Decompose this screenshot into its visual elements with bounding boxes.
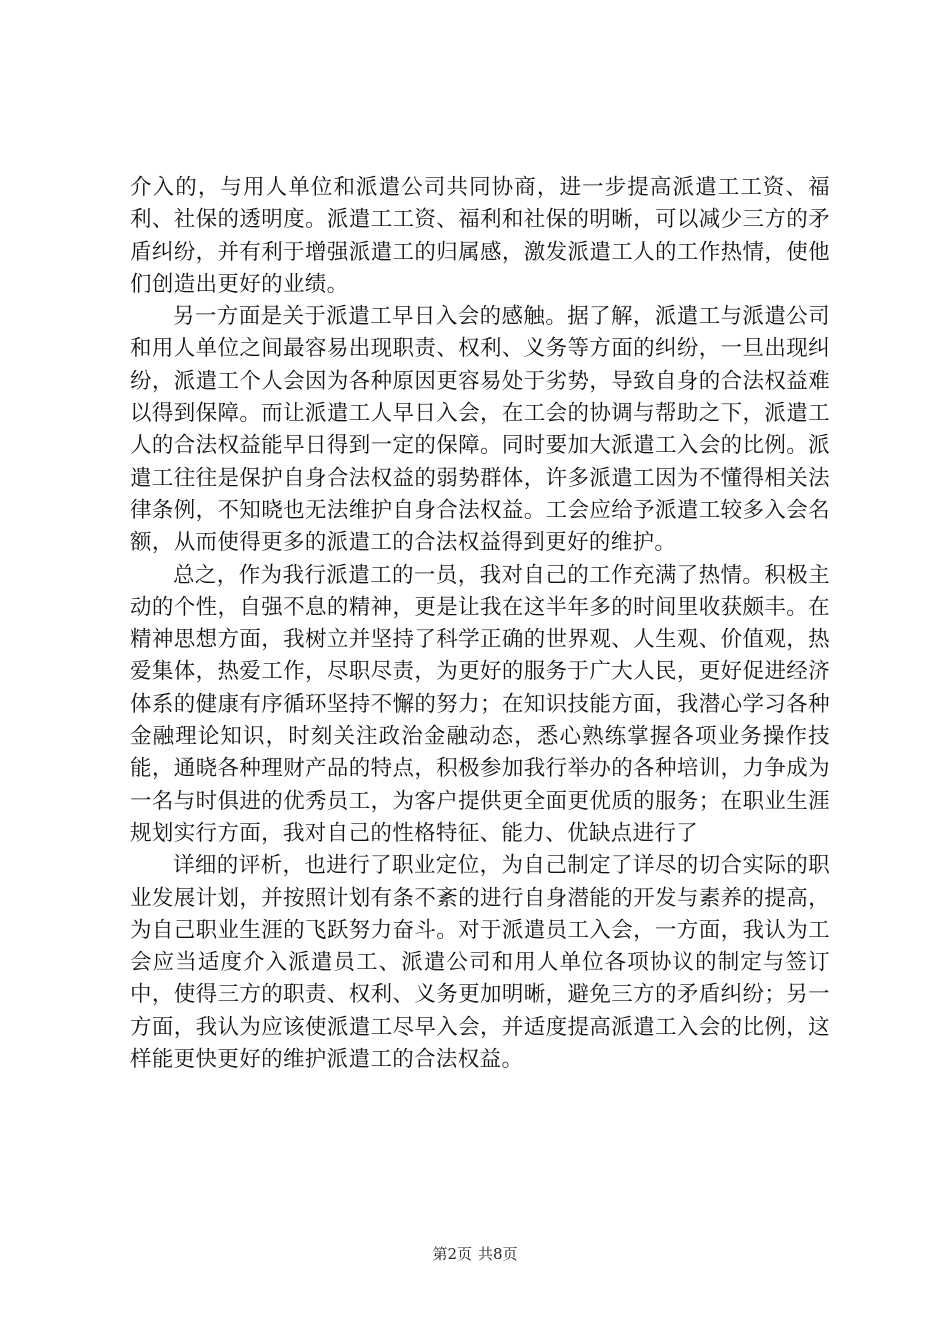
document-body <box>130 172 830 1076</box>
paragraph-2: 另一方面是关于派遣工早日入会的感触。据了解，派遣工与派遣公司和用人单位之间最容易出现职责、权利、义务等方面的纠纷，一旦出现纠纷，派遣工个人会因为各种原因更容易处于劣势，导致自身的合法权益难以得到保障。而让派遣工人早日入会，在工会的协调与帮助之下，派遣工人的合法权益能早日得到一定的保障。同时要加大派遣工入会的比例。派遣工往往是保护自身合法权益的弱势群体，许多派遣工因为不懂得相关法律条例，不知晓也无法维护自身合法权益。工会应给予派遣工较多入会名额，从而使得更多的派遣工的合法权益得到更好的维护。 <box>130 304 830 556</box>
page-total: 共8页 <box>478 1245 518 1263</box>
paragraph-4: 详细的评析，也进行了职业定位，为自己制定了详尽的切合实际的职业发展计划，并按照计划有条不紊的进行自身潜能的开发与素养的提高，为自己职业生涯的飞跃努力奋斗。对于派遣员工入会，一方面，我认为工会应当适度介入派遣员工、派遣公司和用人单位各项协议的制定与签订中，使得三方的职责、权利、义务更加明晰，避免三方的矛盾纠纷；另一方面，我认为应该使派遣工尽早入会，并适度提高派遣工入会的比例，这样能更快更好的维护派遣工的合法权益。 <box>130 853 830 1073</box>
page-footer <box>0 1244 950 1264</box>
paragraph-3: 总之，作为我行派遣工的一员，我对自己的工作充满了热情。积极主动的个性，自强不息的精神，更是让我在这半年多的时间里收获颇丰。在精神思想方面，我树立并坚持了科学正确的世界观、人生观、价值观，热爱集体，热爱工作，尽职尽责，为更好的服务于广大人民，更好促进经济体系的健康有序循环坚持不懈的努力；在知识技能方面，我潜心学习各种金融理论知识，时刻关注政治金融动态，悉心熟练掌握各项业务操作技能，通晓各种理财产品的特点，积极参加我行举办的各种培训，力争成为一名与时俱进的优秀员工，为客户提供更全面更优质的服务；在职业生涯规划实行方面，我对自己的性格特征、能力、优缺点进行了 <box>130 562 830 846</box>
page-number: 第2页 <box>432 1245 472 1263</box>
paragraph-1: 介入的，与用人单位和派遣公司共同协商，进一步提高派遣工工资、福利、社保的透明度。派遣工工资、福利和社保的明晰，可以减少三方的矛盾纠纷，并有利于增强派遣工的归属感，激发派遣工人的工作热情，使他们创造出更好的业绩。 <box>130 175 830 297</box>
